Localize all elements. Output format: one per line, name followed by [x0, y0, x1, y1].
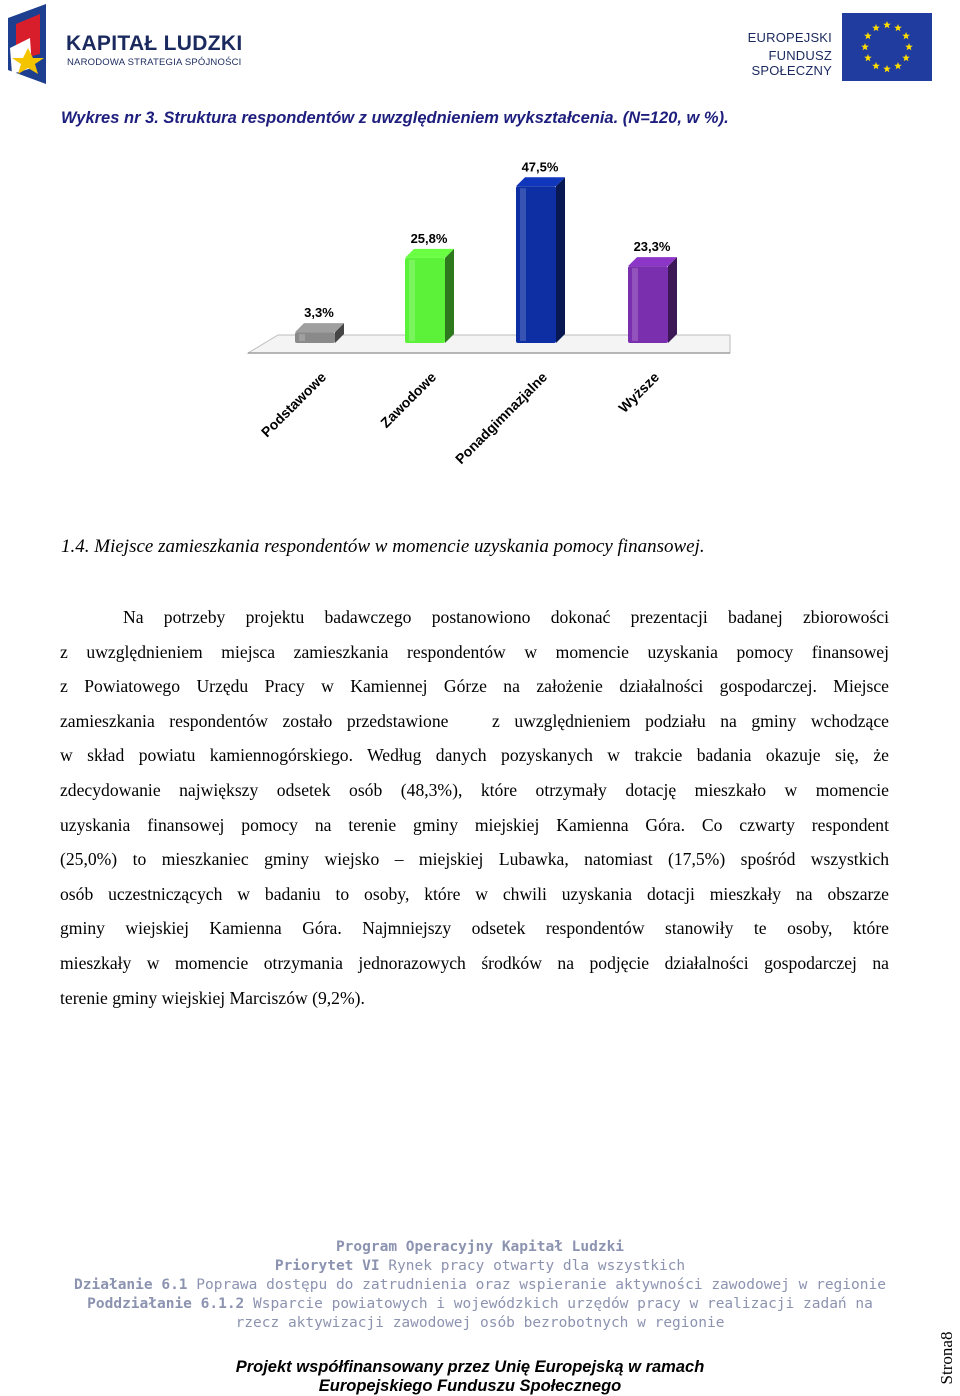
footer-priority [0, 1258, 960, 1274]
footer-action-text: Poprawa dostępu do zatrudnienia oraz wspieranie aktywności zawodowej w regionie [187, 1277, 886, 1293]
category-label: Zawodowe [377, 368, 440, 431]
paragraph-line: terenie gminy wiejskiej Marciszów (9,2%). [60, 987, 365, 1008]
page-number-text: Strona8 [936, 1331, 956, 1385]
efs-logo-line1: EUROPEJSKI [747, 30, 832, 45]
eu-flag-icon [842, 13, 932, 81]
body-paragraph [60, 600, 889, 1015]
section-heading: 1.4. Miejsce zamieszkania respondentów w momencie uzyskania pomocy finansowej. [61, 536, 705, 557]
paragraph-line: z uwzględnieniem miejsca zamieszkania respondentów w momencie uzyskania pomocy finansowej [60, 641, 889, 662]
paragraph-line: mieszkały w momencie otrzymania jednorazowych środków na podjęcie działalności gospodarczej na [60, 952, 889, 973]
footer-program-title: Program Operacyjny Kapitał Ludzki [335, 1239, 625, 1255]
paragraph-line: z Powiatowego Urzędu Pracy w Kamiennej Górze na założenie działalności gospodarczej. Miejsce [60, 676, 889, 697]
footer-subaction-cont: rzecz aktywizacji zawodowej osób bezrobotnych w regionie [235, 1315, 725, 1331]
paragraph-line: gminy wiejskiej Kamienna Góra. Najmniejszy odsetek respondentów stanowiły te osoby, które [60, 918, 889, 939]
footer-project-line1: Projekt współfinansowany przez Unię Europejską w ramach [235, 1358, 705, 1376]
chart-caption: Wykres nr 3. Struktura respondentów z uwzględnieniem wykształcenia. (N=120, w %). [61, 109, 729, 127]
paragraph-line: w skład powiatu kamiennogórskiego. Według danych pozyskanych w trakcie badania okazuje się, że [60, 745, 889, 766]
logo-title: KAPITAŁ LUDZKI [66, 32, 243, 55]
page-number [936, 1320, 960, 1396]
logo-subtitle: NARODOWA STRATEGIA SPÓJNOŚCI [67, 57, 242, 68]
footer-priority-text: Rynek pracy otwarty dla wszystkich [379, 1258, 686, 1274]
bar-value-label: 25,8% [410, 230, 448, 246]
paragraph-line: Na potrzeby projektu badawczego postanowiono dokonać prezentacji badanej zbiorowości [123, 607, 889, 627]
value-labels-group [304, 159, 671, 320]
footer-project-line2: Europejskiego Funduszu Społecznego [318, 1377, 622, 1395]
bar-zawodowe [405, 249, 454, 343]
paragraph-line: uzyskania finansowej pomocy na terenie gminy miejskiej Kamienna Góra. Co czwarty respondent [60, 814, 889, 835]
paragraph-line: (25,0%) to mieszkaniec gminy wiejsko – miejskiej Lubawka, natomiast (17,5%) spośród wszystkich [60, 849, 889, 870]
category-labels-group [258, 369, 662, 467]
paragraph-line: zdecydowanie największy odsetek osób (48,3%), które otrzymały dotację mieszkało w momencie [60, 779, 889, 800]
footer-subaction-text: Wsparcie powiatowych i wojewódzkich urzędów pracy w realizacji zadań na [244, 1296, 873, 1312]
category-label: Podstawowe [257, 368, 330, 441]
footer-subaction [0, 1296, 960, 1312]
efs-logo-line2: FUNDUSZ SPOŁECZNY [751, 48, 832, 78]
bar-wyższe [628, 257, 677, 343]
footer-action [0, 1277, 960, 1293]
footer-action-label: Działanie 6.1 [74, 1277, 188, 1293]
bars-group [295, 177, 677, 343]
paragraph-line: zamieszkania respondentów zostało przedstawione z uwzględnieniem podziału na gminy wchodzące [60, 710, 889, 731]
bar-value-label: 47,5% [521, 159, 559, 175]
footer-priority-label: Priorytet VI [274, 1258, 380, 1274]
category-label: Wyższe [615, 368, 663, 416]
bar-ponadgimnazjalne [516, 177, 565, 343]
bar-podstawowe [295, 323, 344, 343]
paragraph-line: osób uczestniczących w badaniu to osoby, które w chwili uzyskania dotacji mieszkały na obszarze [60, 883, 889, 904]
bar-value-label: 23,3% [633, 239, 671, 255]
bar-value-label: 3,3% [304, 305, 334, 321]
education-bar-chart [200, 150, 760, 490]
footer-subaction-label: Poddziałanie 6.1.2 [87, 1296, 245, 1312]
category-label: Ponadgimnazjalne [451, 368, 551, 468]
